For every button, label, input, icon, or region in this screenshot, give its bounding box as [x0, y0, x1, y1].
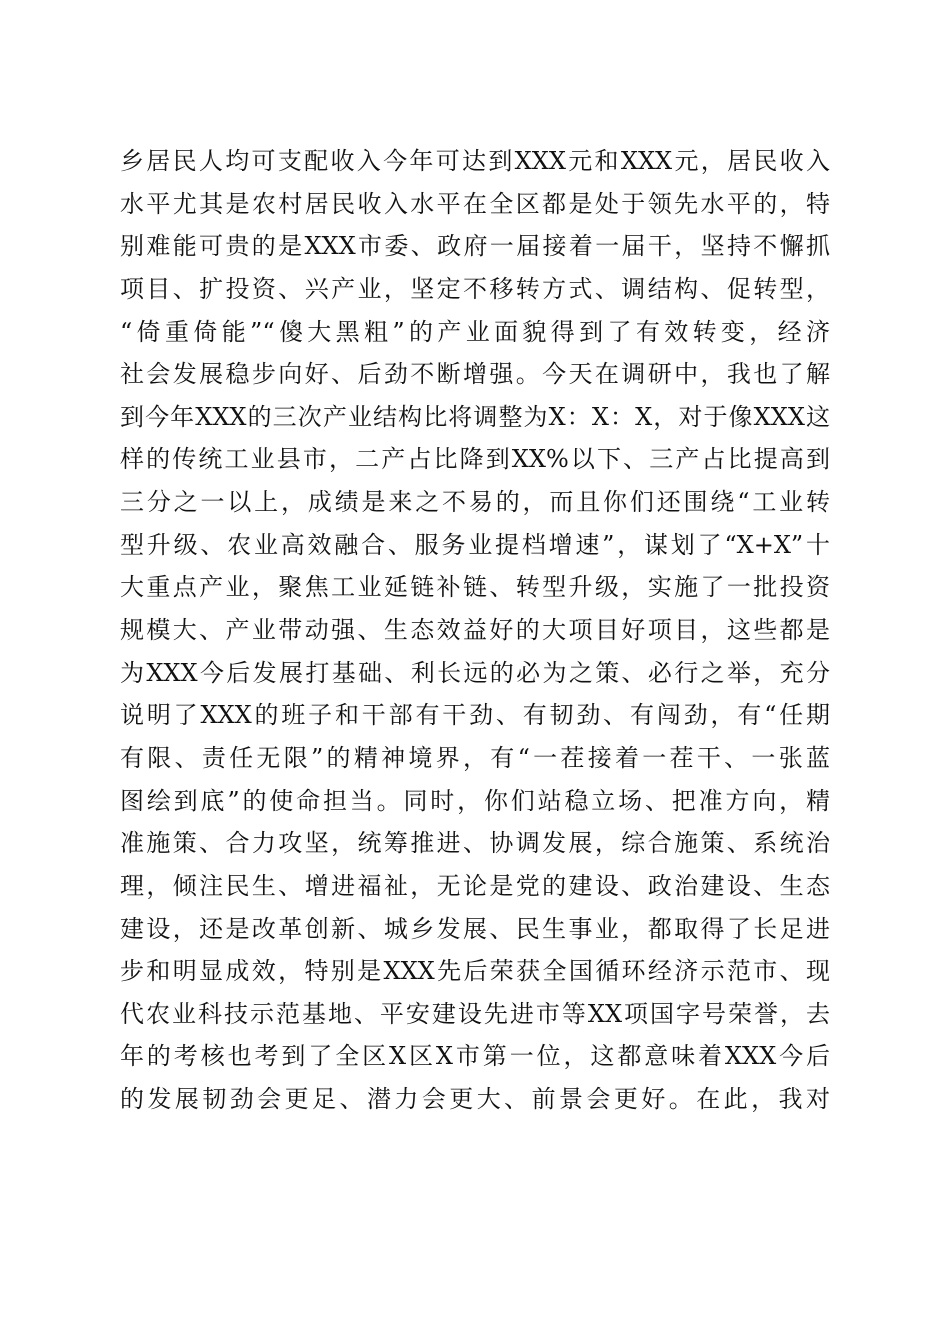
- text-line: 理，倾注民生、增进福祉，无论是党的建设、政治建设、生态: [120, 871, 830, 900]
- text-line: 有限、责任无限”的精神境界，有“一茬接着一茬干、一张蓝: [120, 743, 830, 772]
- text-line: 代农业科技示范基地、平安建设先进市等XX项国字号荣誉，去: [120, 999, 830, 1028]
- text-line: 到今年XXX的三次产业结构比将调整为X：X：X，对于像XXX这: [120, 402, 830, 431]
- text-line: 年的考核也考到了全区X区X市第一位，这都意味着XXX今后: [120, 1042, 830, 1071]
- text-line: 别难能可贵的是XXX市委、政府一届接着一届干，坚持不懈抓: [120, 232, 830, 261]
- body-paragraph: [120, 140, 830, 1121]
- text-line: 步和明显成效，特别是XXX先后荣获全国循环经济示范市、现: [120, 957, 830, 986]
- text-line: 水平尤其是农村居民收入水平在全区都是处于领先水平的，特: [120, 189, 830, 218]
- text-line: 大重点产业，聚焦工业延链补链、转型升级，实施了一批投资: [120, 573, 830, 602]
- text-line: 为XXX今后发展打基础、利长远的必为之策、必行之举，充分: [120, 658, 830, 687]
- text-line: 项目、扩投资、兴产业，坚定不移转方式、调结构、促转型，: [120, 274, 830, 303]
- text-line: 建设，还是改革创新、城乡发展、民生事业，都取得了长足进: [120, 914, 830, 943]
- text-line: 社会发展稳步向好、后劲不断增强。今天在调研中，我也了解: [120, 360, 830, 389]
- text-line: 的发展韧劲会更足、潜力会更大、前景会更好。在此，我对: [120, 1085, 830, 1114]
- text-line: 规模大、产业带动强、生态效益好的大项目好项目，这些都是: [120, 616, 830, 645]
- text-line: 图绘到底”的使命担当。同时，你们站稳立场、把准方向，精: [120, 786, 830, 815]
- text-line: 三分之一以上，成绩是来之不易的，而且你们还围绕“工业转: [120, 488, 830, 517]
- text-line: 准施策、合力攻坚，统筹推进、协调发展，综合施策、系统治: [120, 829, 830, 858]
- text-line: 型升级、农业高效融合、服务业提档增速”，谋划了“X+X”十: [120, 530, 830, 559]
- text-line: 乡居民人均可支配收入今年可达到XXX元和XXX元，居民收入: [120, 147, 830, 175]
- text-line: “倚重倚能”“傻大黑粗”的产业面貌得到了有效转变，经济: [120, 317, 830, 346]
- text-line: 说明了XXX的班子和干部有干劲、有韧劲、有闯劲，有“任期: [120, 701, 830, 730]
- text-line: 样的传统工业县市，二产占比降到XX%以下、三产占比提高到: [120, 445, 830, 474]
